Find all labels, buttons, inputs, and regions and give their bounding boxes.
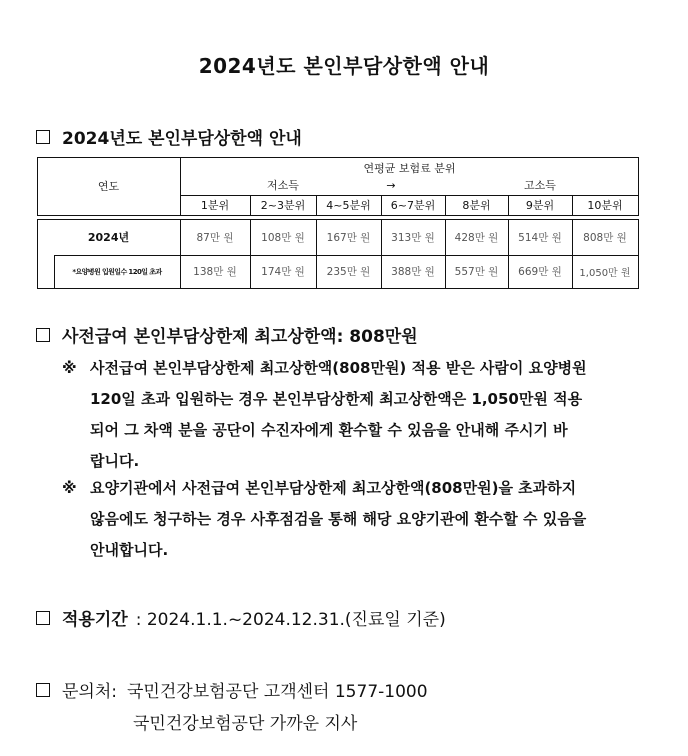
table-cell: 235만 원 [326, 266, 371, 278]
period-label: 적용기간 [62, 610, 128, 630]
contact-line-1: 국민건강보험공단 고객센터 1577-1000 [127, 682, 428, 702]
table-cell: 167만 원 [326, 231, 371, 244]
contact-label: 문의처: [62, 682, 117, 702]
decile-header: 1분위 [200, 199, 230, 212]
note-line: 120일 초과 입원하는 경우 본인부담상한제 최고상한액은 1,050만원 적용 [90, 390, 583, 408]
table-cell: 1,050만 원 [579, 268, 631, 279]
table-cell: 388만 원 [391, 266, 435, 278]
period-value: : 2024.1.1.~2024.12.31.(진료일 기준) [135, 610, 446, 630]
group-header: 연평균 보험료 분위 [363, 162, 456, 175]
decile-header: 9분위 [525, 199, 555, 212]
note-line: 안내합니다. [90, 541, 169, 559]
section-heading-period [36, 605, 446, 630]
checkbox-square-icon [36, 130, 50, 144]
contact-line-2: 국민건강보험공단 가까운 지사 [133, 714, 358, 734]
table-cell: 808만 원 [583, 231, 627, 244]
note-paragraph-1 [62, 353, 656, 477]
note-line: 요양기관에서 사전급여 본인부담상한제 최고상한액(808만원)을 초과하지 [90, 479, 577, 497]
note-line: 되어 그 차액 분을 공단이 수진자에게 환수할 수 있음을 안내해 주시기 바 [90, 421, 568, 439]
checkbox-square-icon [36, 328, 50, 342]
table-cell: 514만 원 [518, 231, 562, 244]
table-cell: 669만 원 [518, 266, 562, 278]
decile-header: 8분위 [462, 199, 491, 212]
section-title: 2024년도 본인부담상한액 안내 [62, 129, 302, 149]
note-line: 않음에도 청구하는 경우 사후점검을 통해 해당 요양기관에 환수할 수 있음을 [90, 510, 587, 528]
row-label-2024: 2024년 [87, 231, 130, 244]
checkbox-square-icon [36, 611, 50, 625]
note-line: 랍니다. [90, 452, 140, 470]
decile-header: 10분위 [587, 199, 623, 212]
section-heading-contact [36, 677, 428, 702]
high-income-label: 고소득 [524, 179, 556, 192]
arrow-right-icon: → [386, 178, 396, 192]
section-heading-limits [36, 124, 302, 149]
note-paragraph-2 [62, 473, 656, 566]
row-label-nursing-hospital: *요양병원 입원일수 120일 초과 [72, 267, 162, 276]
section-heading-prepayment [36, 322, 418, 347]
decile-header: 2~3분위 [260, 199, 306, 212]
decile-header: 4~5분위 [326, 199, 371, 212]
checkbox-square-icon [36, 683, 50, 697]
table-cell: 313만 원 [391, 231, 435, 244]
table-cell: 428만 원 [454, 231, 499, 244]
reference-mark: ※ [62, 359, 77, 377]
table-cell: 174만 원 [261, 266, 305, 278]
note-line: 사전급여 본인부담상한제 최고상한액(808만원) 적용 받은 사람이 요양병원 [90, 359, 587, 377]
table-cell: 87만 원 [196, 231, 234, 244]
low-income-label: 저소득 [267, 179, 299, 192]
reference-mark: ※ [62, 479, 77, 497]
table-cell: 557만 원 [454, 266, 499, 278]
table-cell: 138만 원 [193, 266, 237, 278]
year-header: 연도 [97, 180, 120, 193]
page-title: 2024년도 본인부담상한액 안내 [198, 54, 490, 78]
table-cell: 108만 원 [261, 231, 305, 244]
section-title: 사전급여 본인부담상한제 최고상한액: 808만원 [62, 327, 418, 347]
decile-header: 6~7분위 [390, 199, 436, 212]
